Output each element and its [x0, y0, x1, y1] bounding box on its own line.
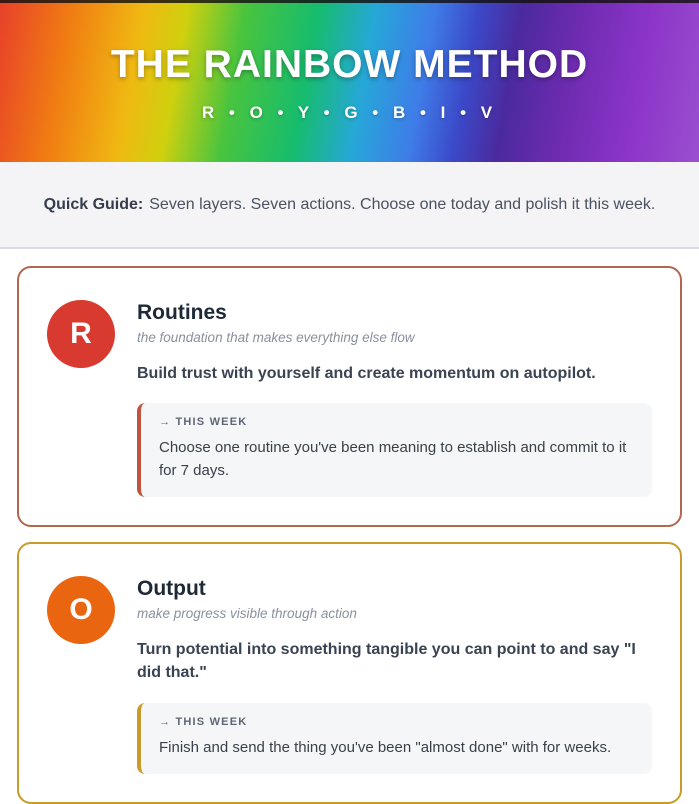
quick-guide-label: Quick Guide: — [43, 195, 144, 213]
card-title: Routines — [137, 301, 227, 324]
card-content — [137, 576, 652, 774]
quick-guide-body: Seven layers. Seven actions. Choose one today and polish it this week. — [149, 195, 656, 213]
this-week-box — [137, 703, 652, 775]
card-tagline: the foundation that makes everything else flow — [137, 330, 415, 345]
roygbiv-subtitle: R • O • Y • G • B • I • V — [201, 103, 498, 122]
card-routines — [17, 266, 682, 527]
card-description: Turn potential into something tangible you can point to and say "I did that." — [137, 641, 636, 682]
this-week-box — [137, 403, 652, 497]
card-description: Build trust with yourself and create momentum on autopilot. — [137, 365, 596, 382]
page-title: THE RAINBOW METHOD — [110, 43, 589, 86]
letter-badge-r: R — [47, 300, 115, 368]
window-top-edge — [0, 0, 699, 3]
card-content — [137, 300, 652, 497]
this-week-label: → THIS WEEK — [159, 715, 248, 728]
quick-guide-bar — [0, 162, 699, 249]
card-title: Output — [137, 577, 206, 601]
this-week-text: Finish and send the thing you've been "almost done" with for weeks. — [159, 738, 612, 756]
cards-container — [0, 249, 699, 804]
this-week-label: → THIS WEEK — [159, 416, 248, 429]
rainbow-header — [0, 0, 699, 162]
quick-guide-text — [44, 196, 656, 214]
card-output — [17, 542, 682, 804]
letter-badge-o: O — [47, 576, 115, 644]
this-week-text: Choose one routine you've been meaning to establish and commit to it for 7 days. — [159, 439, 627, 479]
card-tagline: make progress visible through action — [137, 606, 357, 622]
